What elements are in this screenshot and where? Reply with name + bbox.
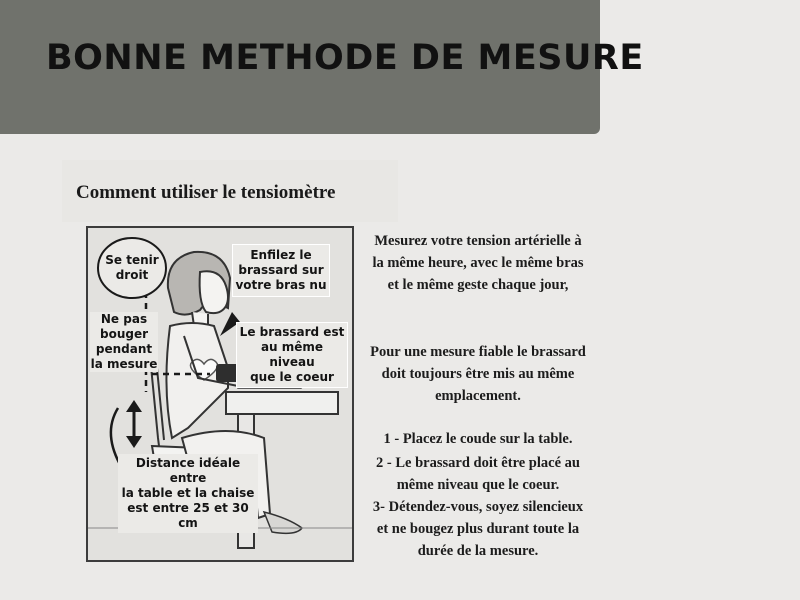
illustration-panel	[86, 226, 354, 562]
label-ideal-distance: Distance idéale entre la table et la chaise est entre 25 et 30 cm	[118, 454, 258, 533]
page-title: BONNE METHODE DE MESURE	[46, 38, 644, 78]
instruction-para-2: Pour une mesure fiable le brassard doit toujours être mis au même emplacement.	[370, 344, 586, 404]
instruction-step-1: 1 - Placez le coude sur la table.	[383, 431, 573, 447]
instruction-step-3: 3- Détendez-vous, soyez silencieux et ne bougez plus durant toute la durée de la mesure.	[372, 499, 584, 559]
label-cuff-bare-arm: Enfilez le brassard sur votre bras nu	[232, 244, 330, 297]
label-heart-level: Le brassard est au même niveau que le coeur	[236, 322, 348, 388]
instruction-para-1: Mesurez votre tension artérielle à la même heure, avec le même bras et le même geste chaque jour,	[372, 233, 584, 293]
instruction-step-2: 2 - Le brassard doit être placé au même niveau que le coeur.	[376, 455, 580, 493]
subtitle: Comment utiliser le tensiomètre	[76, 182, 336, 203]
label-dont-move: Ne pas bouger pendant la mesure	[90, 312, 158, 371]
label-stand-straight: Se tenir droit	[105, 253, 159, 282]
header-banner	[0, 0, 644, 134]
